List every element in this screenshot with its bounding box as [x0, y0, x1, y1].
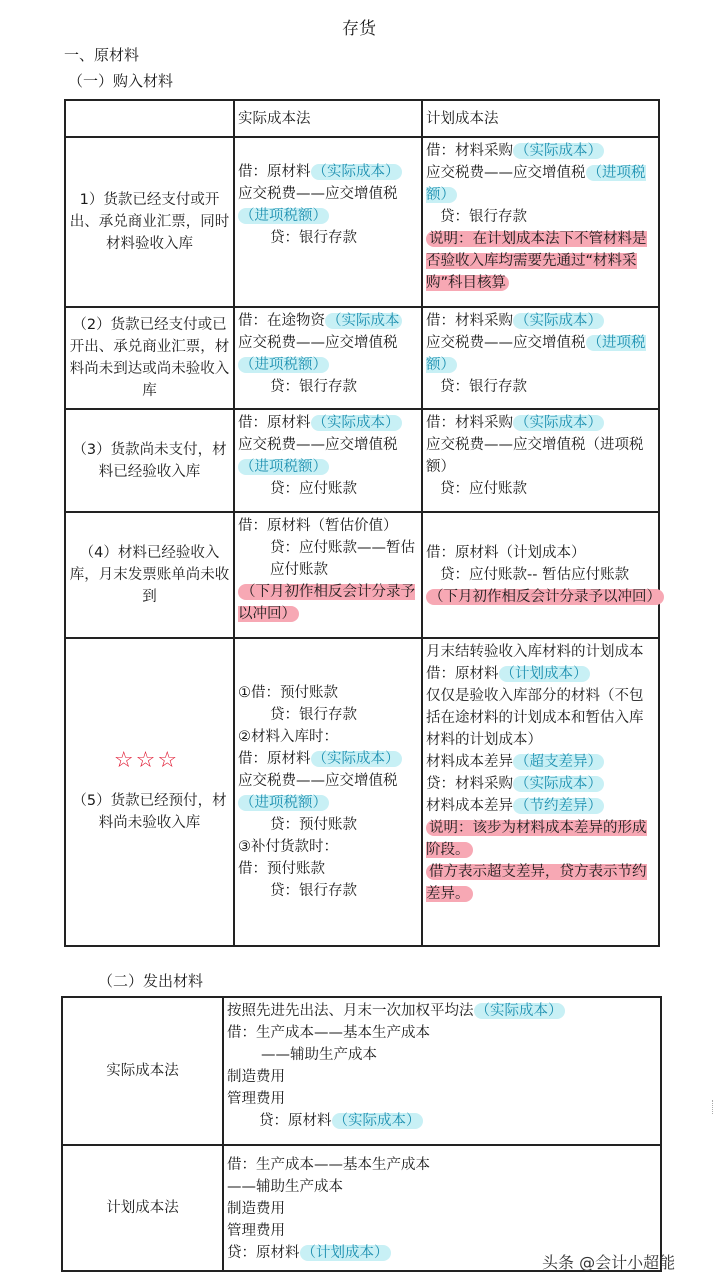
note-highlight: 说明：该步为材料成本差异的形成阶段。: [426, 820, 647, 858]
note-highlight: 说明：在计划成本法下不管材料是否验收入库均需要先通过“材料采购”科目核算: [426, 231, 647, 291]
highlight: （进项税额）: [240, 208, 327, 224]
table-row: [65, 307, 659, 409]
actual-entry: 借：在途物资 （实际成本 应交税费——应交增值税 （进项税额） 贷：银行存款: [234, 307, 422, 409]
header-blank: [65, 100, 234, 137]
highlight: （实际成本）: [333, 1113, 421, 1129]
note-highlight: （下月初作相反会计分录予以冲回）: [238, 584, 415, 622]
row-label: （5）货款已经预付，材料尚未验收入库: [72, 793, 227, 831]
purchase-materials-table: [64, 99, 660, 947]
actual-entry: 借：原材料（暂估价值） 贷：应付账款——暂估应付账款 （下月初作相反会计分录予以冲回）: [234, 512, 422, 638]
highlight: （实际成本）: [312, 415, 400, 431]
plan-entry: 借：原材料（计划成本） 贷：应付账款-- 暂估应付账款 （下月初作相反会计分录予以冲回）: [422, 512, 659, 638]
note-highlight: （下月初作相反会计分录予以冲回）: [426, 589, 664, 605]
plan-entry: 借：材料采购 （实际成本） 应交税费——应交增值税 （进项税额） 贷：银行存款: [422, 307, 659, 409]
actual-entry: 借：原材料 （实际成本） 应交税费——应交增值税 （进项税额） 贷：银行存款: [234, 137, 422, 307]
highlight: （进项税额）: [240, 459, 327, 475]
table-row: [65, 638, 659, 946]
subsection-heading-purchase: （一）购入材料: [68, 72, 174, 90]
actual-entry: 借：原材料 （实际成本） 应交税费——应交增值税 （进项税额） 贷：应付账款: [234, 409, 422, 512]
row-label: （4）材料已经验收入库，月末发票账单尚未收到: [65, 512, 234, 638]
note-highlight: 借方表示超支差异，贷方表示节约差异。: [426, 864, 647, 902]
plan-entry: 月末结转验收入库材料的计划成本 借：原材料 （计划成本） 仅仅是验收入库部分的材料（不包括在途材料的计划成本和暂估入库材料的计划成本） 材料成本差异 （超支差异） 贷：材料采购 （实际成本） 材料成本差异 （节约差异） 说明：该步为材料成本差异的形成阶段。 借方表示超支差异，贷方表示节约差异。: [422, 638, 659, 946]
highlight: （超支差异）: [515, 754, 602, 770]
highlight: （进项税额）: [240, 795, 327, 811]
highlight: （实际成本）: [475, 1003, 563, 1019]
subsection-heading-issue: （二）发出材料: [98, 972, 204, 990]
highlight: （计划成本）: [301, 1245, 389, 1261]
issue-materials-table: [61, 996, 662, 1272]
page-title: 存货: [342, 19, 376, 39]
star-icon: ☆☆☆: [113, 748, 180, 773]
highlight: （实际成本）: [515, 415, 602, 431]
row-label: 实际成本法: [62, 997, 223, 1145]
highlight: （实际成本）: [515, 313, 602, 329]
highlight: （实际成本）: [312, 751, 400, 767]
section-heading-raw-materials: 一、原材料: [64, 46, 140, 64]
table-header-row: [65, 100, 659, 137]
plan-entry: 借：材料采购 （实际成本） 应交税费——应交增值税 （进项税额） 贷：银行存款 说明：在计划成本法下不管材料是否验收入库均需要先通过“材料采购”科目核算: [422, 137, 659, 307]
highlight: （进项税额）: [426, 335, 646, 373]
highlight: （实际成本）: [515, 776, 602, 792]
watermark: 头条 @会计小超能: [542, 1253, 676, 1272]
row-label: （2）货款已经支付或已开出、承兑商业汇票，材料尚未到达或尚未验收入库: [65, 307, 234, 409]
highlight: （实际成本: [327, 313, 400, 329]
table-row: [65, 137, 659, 307]
plan-entry: 借：材料采购 （实际成本） 应交税费——应交增值税（进项税额） 贷：应付账款: [422, 409, 659, 512]
highlight: （进项税额）: [426, 165, 646, 203]
actual-entry: ①借：预付账款 贷：银行存款 ②材料入库时： 借：原材料 （实际成本） 应交税费——应交增值税 （进项税额） 贷：预付账款 ③补付货款时： 借：预付账款 贷：银行存款: [234, 638, 422, 946]
row-label: （3）货款尚未支付，材料已经验收入库: [65, 409, 234, 512]
header-plan-cost: 计划成本法: [422, 100, 659, 137]
header-actual-cost: 实际成本法: [234, 100, 422, 137]
highlight: （进项税额）: [240, 357, 327, 373]
table-row: [65, 409, 659, 512]
highlight: （节约差异）: [515, 798, 602, 814]
table-row: [62, 997, 661, 1145]
highlight: （实际成本）: [515, 143, 602, 159]
entry-lines: 按照先进先出法、月末一次加权平均法 （实际成本） 借：生产成本——基本生产成本 ——辅助生产成本 制造费用 管理费用 贷：原材料 （实际成本）: [223, 997, 661, 1145]
highlight: （实际成本）: [312, 164, 400, 180]
row-label: 计划成本法: [62, 1145, 223, 1271]
table-row: [65, 512, 659, 638]
entry-lines: 借：生产成本——基本生产成本 ——辅助生产成本 制造费用 管理费用 贷：原材料 （计划成本）: [223, 1145, 661, 1271]
row-label-cell: [65, 638, 234, 946]
highlight: （计划成本）: [500, 666, 588, 682]
edge-mark: [712, 1100, 717, 1114]
row-label: 1）货款已经支付或开出、承兑商业汇票，同时材料验收入库: [65, 137, 234, 307]
